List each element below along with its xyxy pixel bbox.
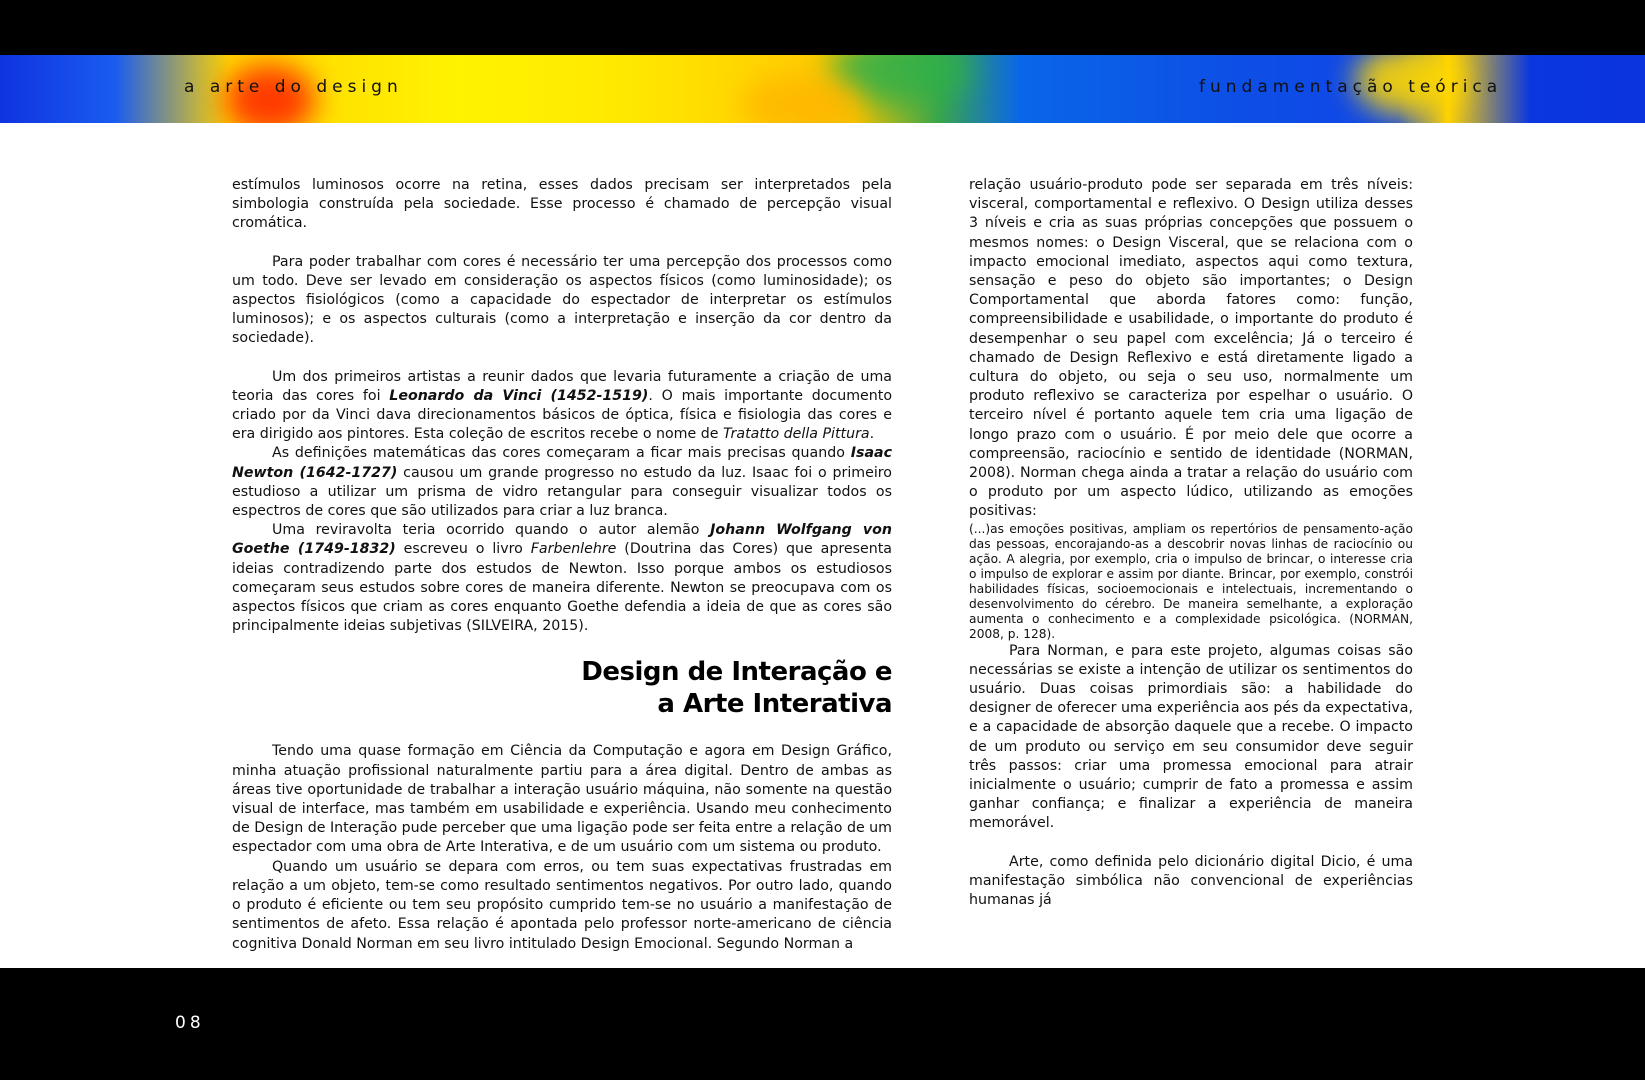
text-run: . xyxy=(869,426,875,443)
text-run: Um dos primeiros artistas a reunir dados que levaria futuramente a criação de uma teoria das cores foi xyxy=(232,368,892,404)
header-gradient-band xyxy=(0,55,1645,123)
top-black-bar xyxy=(0,0,1645,55)
paragraph: Arte, como definida pelo dicionário digital Dicio, é uma manifestação simbólica não convencional de experiências humanas já xyxy=(969,853,1413,909)
left-column xyxy=(232,176,892,954)
bold-italic-name: Johann Wolfgang von Goethe (1749-1832) xyxy=(232,522,893,558)
text-run: As definições matemáticas das cores começaram a ficar mais precisas quando xyxy=(272,445,851,462)
paragraph-goethe xyxy=(232,521,892,636)
text-run: Uma reviravolta teria ocorrido quando o autor alemão xyxy=(272,522,711,539)
italic-title: Farbenlehre xyxy=(530,541,617,558)
paragraph: relação usuário-produto pode ser separada em três níveis: visceral, comportamental e reflexivo. O Design utiliza desses 3 níveis e cria as suas próprias concepções que possuem o mesmos nomes: o Design Visceral, que se relaciona com o impacto emocional imediato, aspectos aqui como textura, sensação e peso do objeto são importantes; o Design Comportamental que aborda fatores como: função, compreensibilidade e usabilidade, o importante do produto é desempenhar o seu papel com excelência; Já o terceiro é chamado de Design Reflexivo e está diretamente ligado a cultura do objeto, ou seja o seu uso, normalmente um produto reflexivo se caracteriza por espelhar o usuário. O terceiro nível é portanto aquele tem cria uma ligação de longo prazo com o usuário. É por meio dele que ocorre a compreensão, raciocínio e sentido de identidade (NORMAN, 2008). Norman chega ainda a tratar a relação do usuário com o produto por um aspecto lúdico, utilizando as emoções positivas: xyxy=(969,177,1413,520)
paragraph-newton xyxy=(232,444,892,521)
bold-italic-name: Isaac Newton (1642-1727) xyxy=(232,445,892,481)
text-run: . O mais importante documento criado por da Vinci dava direcionamentos básicos de óptica, física e fisiologia das cores e era dirigido aos pintores. Esta coleção de escritos recebe o nome de xyxy=(232,387,893,443)
right-column xyxy=(969,176,1413,910)
text-run: escreveu o livro xyxy=(395,541,531,558)
bold-italic-name: Leonardo da Vinci (1452-1519) xyxy=(389,387,649,404)
text-run: (Doutrina das Cores) que apresenta ideias contradizendo parte dos estudos de Newton. Isso porque ambos os estudiosos começaram seus estudos sobre cores de maneira diferente. Newton se preocupava com os aspectos físicos que criam as cores enquanto Goethe defendia a ideia de que as cores são principalmente ideias subjetivas (SILVEIRA, 2015). xyxy=(232,541,892,635)
section-heading xyxy=(232,656,892,720)
header-left-title: a arte do design xyxy=(184,77,403,97)
header-right-title: fundamentação teórica xyxy=(1199,77,1503,97)
block-quote: (...)as emoções positivas, ampliam os repertórios de pensamento-ação das pessoas, encorajando-as a descobrir novas linhas de raciocínio ou ação. A alegria, por exemplo, cria o impulso de brincar, o interesse cria o impulso de explorar e assim por diante. Brincar, por exemplo, constrói habilidades físicas, socioemocionais e intelectuais, incrementando o desenvolvimento do cérebro. De maneira semelhante, a exploração aumenta o conhecimento e a complexidade psicológica. (NORMAN, 2008, p. 128). xyxy=(969,521,1413,641)
bottom-black-bar xyxy=(0,968,1645,1080)
heading-line: Design de Interação e xyxy=(581,657,892,688)
page-number: 08 xyxy=(175,1013,205,1033)
paragraph: estímulos luminosos ocorre na retina, esses dados precisam ser interpretados pela simbologia construída pela sociedade. Esse processo é chamado de percepção visual cromática. xyxy=(232,177,892,232)
italic-title: Tratatto della Pittura xyxy=(722,426,870,443)
text-run: causou um grande progresso no estudo da luz. Isaac foi o primeiro estudioso a utilizar um prisma de vidro retangular para conseguir visualizar todos os espectros de cores que são utilizados para criar a luz branca. xyxy=(232,464,892,520)
paragraph-da-vinci xyxy=(232,368,892,445)
paragraph: Para poder trabalhar com cores é necessário ter uma percepção dos processos como um todo. Deve ser levado em consideração os aspectos físicos (como luminosidade); os aspectos fisiológicos (como a capacidade do espectador de interpretar os estímulos luminosos); e os aspectos culturais (como a interpretação e inserção da cor dentro da sociedade). xyxy=(232,253,892,347)
heading-line: a Arte Interativa xyxy=(657,689,892,720)
paragraph: Quando um usuário se depara com erros, ou tem suas expectativas frustradas em relação a um objeto, tem-se como resultado sentimentos negativos. Por outro lado, quando o produto é eficiente ou tem seu propósito cumprido tem-se no usuário a manifestação de sentimentos de afeto. Essa relação é apontada pelo professor norte-americano de ciência cognitiva Donald Norman em seu livro intitulado Design Emocional. Segundo Norman a xyxy=(232,858,892,952)
paragraph: Tendo uma quase formação em Ciência da Computação e agora em Design Gráfico, minha atuação profissional naturalmente partiu para a área digital. Dentro de ambas as áreas tive oportunidade de trabalhar a interação usuário máquina, não somente na questão visual de interface, mas também em usabilidade e experiência. Usando meu conhecimento de Design de Interação pude perceber que uma ligação pode ser feita entre a relação de um espectador com uma obra de Arte Interativa, e de um usuário com um sistema ou produto. xyxy=(232,743,892,856)
paragraph: Para Norman, e para este projeto, algumas coisas são necessárias se existe a intenção de utilizar os sentimentos do usuário. Duas coisas primordiais são: a habilidade do designer de oferecer uma experiência aos pés da expectativa, e a capacidade de absorção daquele que a recebe. O impacto de um produto ou serviço em seu consumidor deve seguir três passos: criar uma promessa emocional para atrair inicialmente o usuário; cumprir de fato a promessa e assim ganhar confiança; e finalizar a experiência de maneira memorável. xyxy=(969,642,1413,832)
